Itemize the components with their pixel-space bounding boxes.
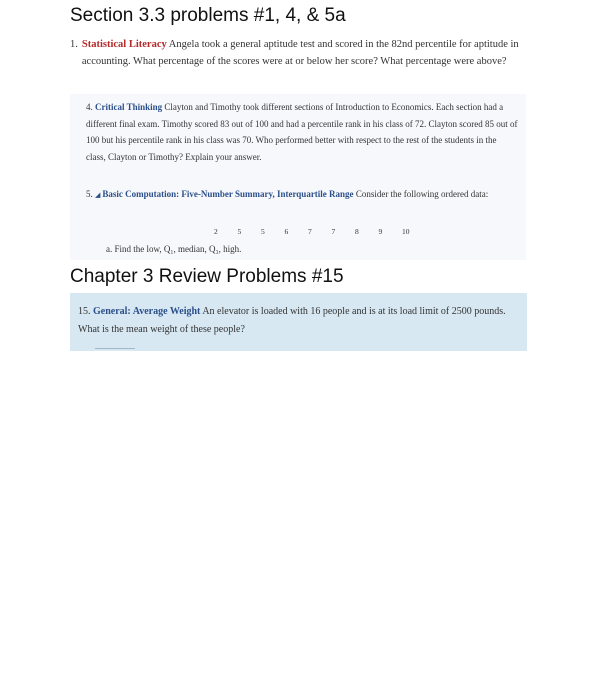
problem-1-text: Angela took a general aptitude test and scored in the 82nd percentile for aptitude in accounting. What percentage of the scores were at or below her score? What percentage were above? (81, 39, 519, 67)
data-value: 10 (402, 227, 410, 236)
data-value: 8 (355, 227, 359, 236)
problem-1-number: 1. (70, 39, 78, 50)
problem-4-number: 4. (86, 102, 93, 112)
data-value: 9 (378, 227, 383, 236)
problem-5-text: Consider the following ordered data: (353, 189, 489, 199)
problem-4 (86, 99, 518, 165)
divider (95, 348, 135, 349)
problem-4-text: Clayton and Timothy took different sections of Introduction to Economics. Each section had a different final exam. Timothy scored 83 out of 100 and had a percentile rank in his class of 72. Clayton scored 85 out of 100 but his percentile rank in his class was 70. Who performed better with respect to the rest of the students in the class, Clayton or Timothy? Explain your answer. (86, 102, 518, 162)
problem-4-label: Critical Thinking (95, 102, 163, 112)
problem-15-number: 15. (78, 306, 91, 317)
data-value: 5 (261, 227, 265, 236)
problem-15-label: General: Average Weight (93, 306, 201, 317)
section-title: Section 3.3 problems #1, 4, & 5a (70, 5, 346, 26)
problem-5 (86, 186, 518, 204)
problem-5-label: Basic Computation: Five-Number Summary, Interquartile Range (102, 189, 354, 199)
data-value: 2 (214, 227, 218, 236)
problem-1 (70, 36, 526, 70)
data-value: 7 (308, 227, 312, 236)
problem-1-body (82, 36, 526, 70)
chapter-title: Chapter 3 Review Problems #15 (70, 266, 344, 287)
problem-5-part-a: a. Find the low, Q₁, median, Q₃, high. (106, 244, 242, 254)
problem-5-number: 5. (86, 189, 93, 199)
ordered-data-list (214, 227, 426, 236)
data-value: 5 (237, 227, 242, 236)
triangle-icon: ◢ (95, 191, 101, 199)
data-value: 7 (331, 227, 336, 236)
problem-15-text: An elevator is loaded with 16 people and is at its load limit of 2500 pounds. What is the mean weight of these people? (78, 306, 506, 335)
problem-15 (78, 303, 522, 338)
data-value: 6 (284, 227, 289, 236)
problem-1-label: Statistical Literacy (81, 39, 167, 50)
